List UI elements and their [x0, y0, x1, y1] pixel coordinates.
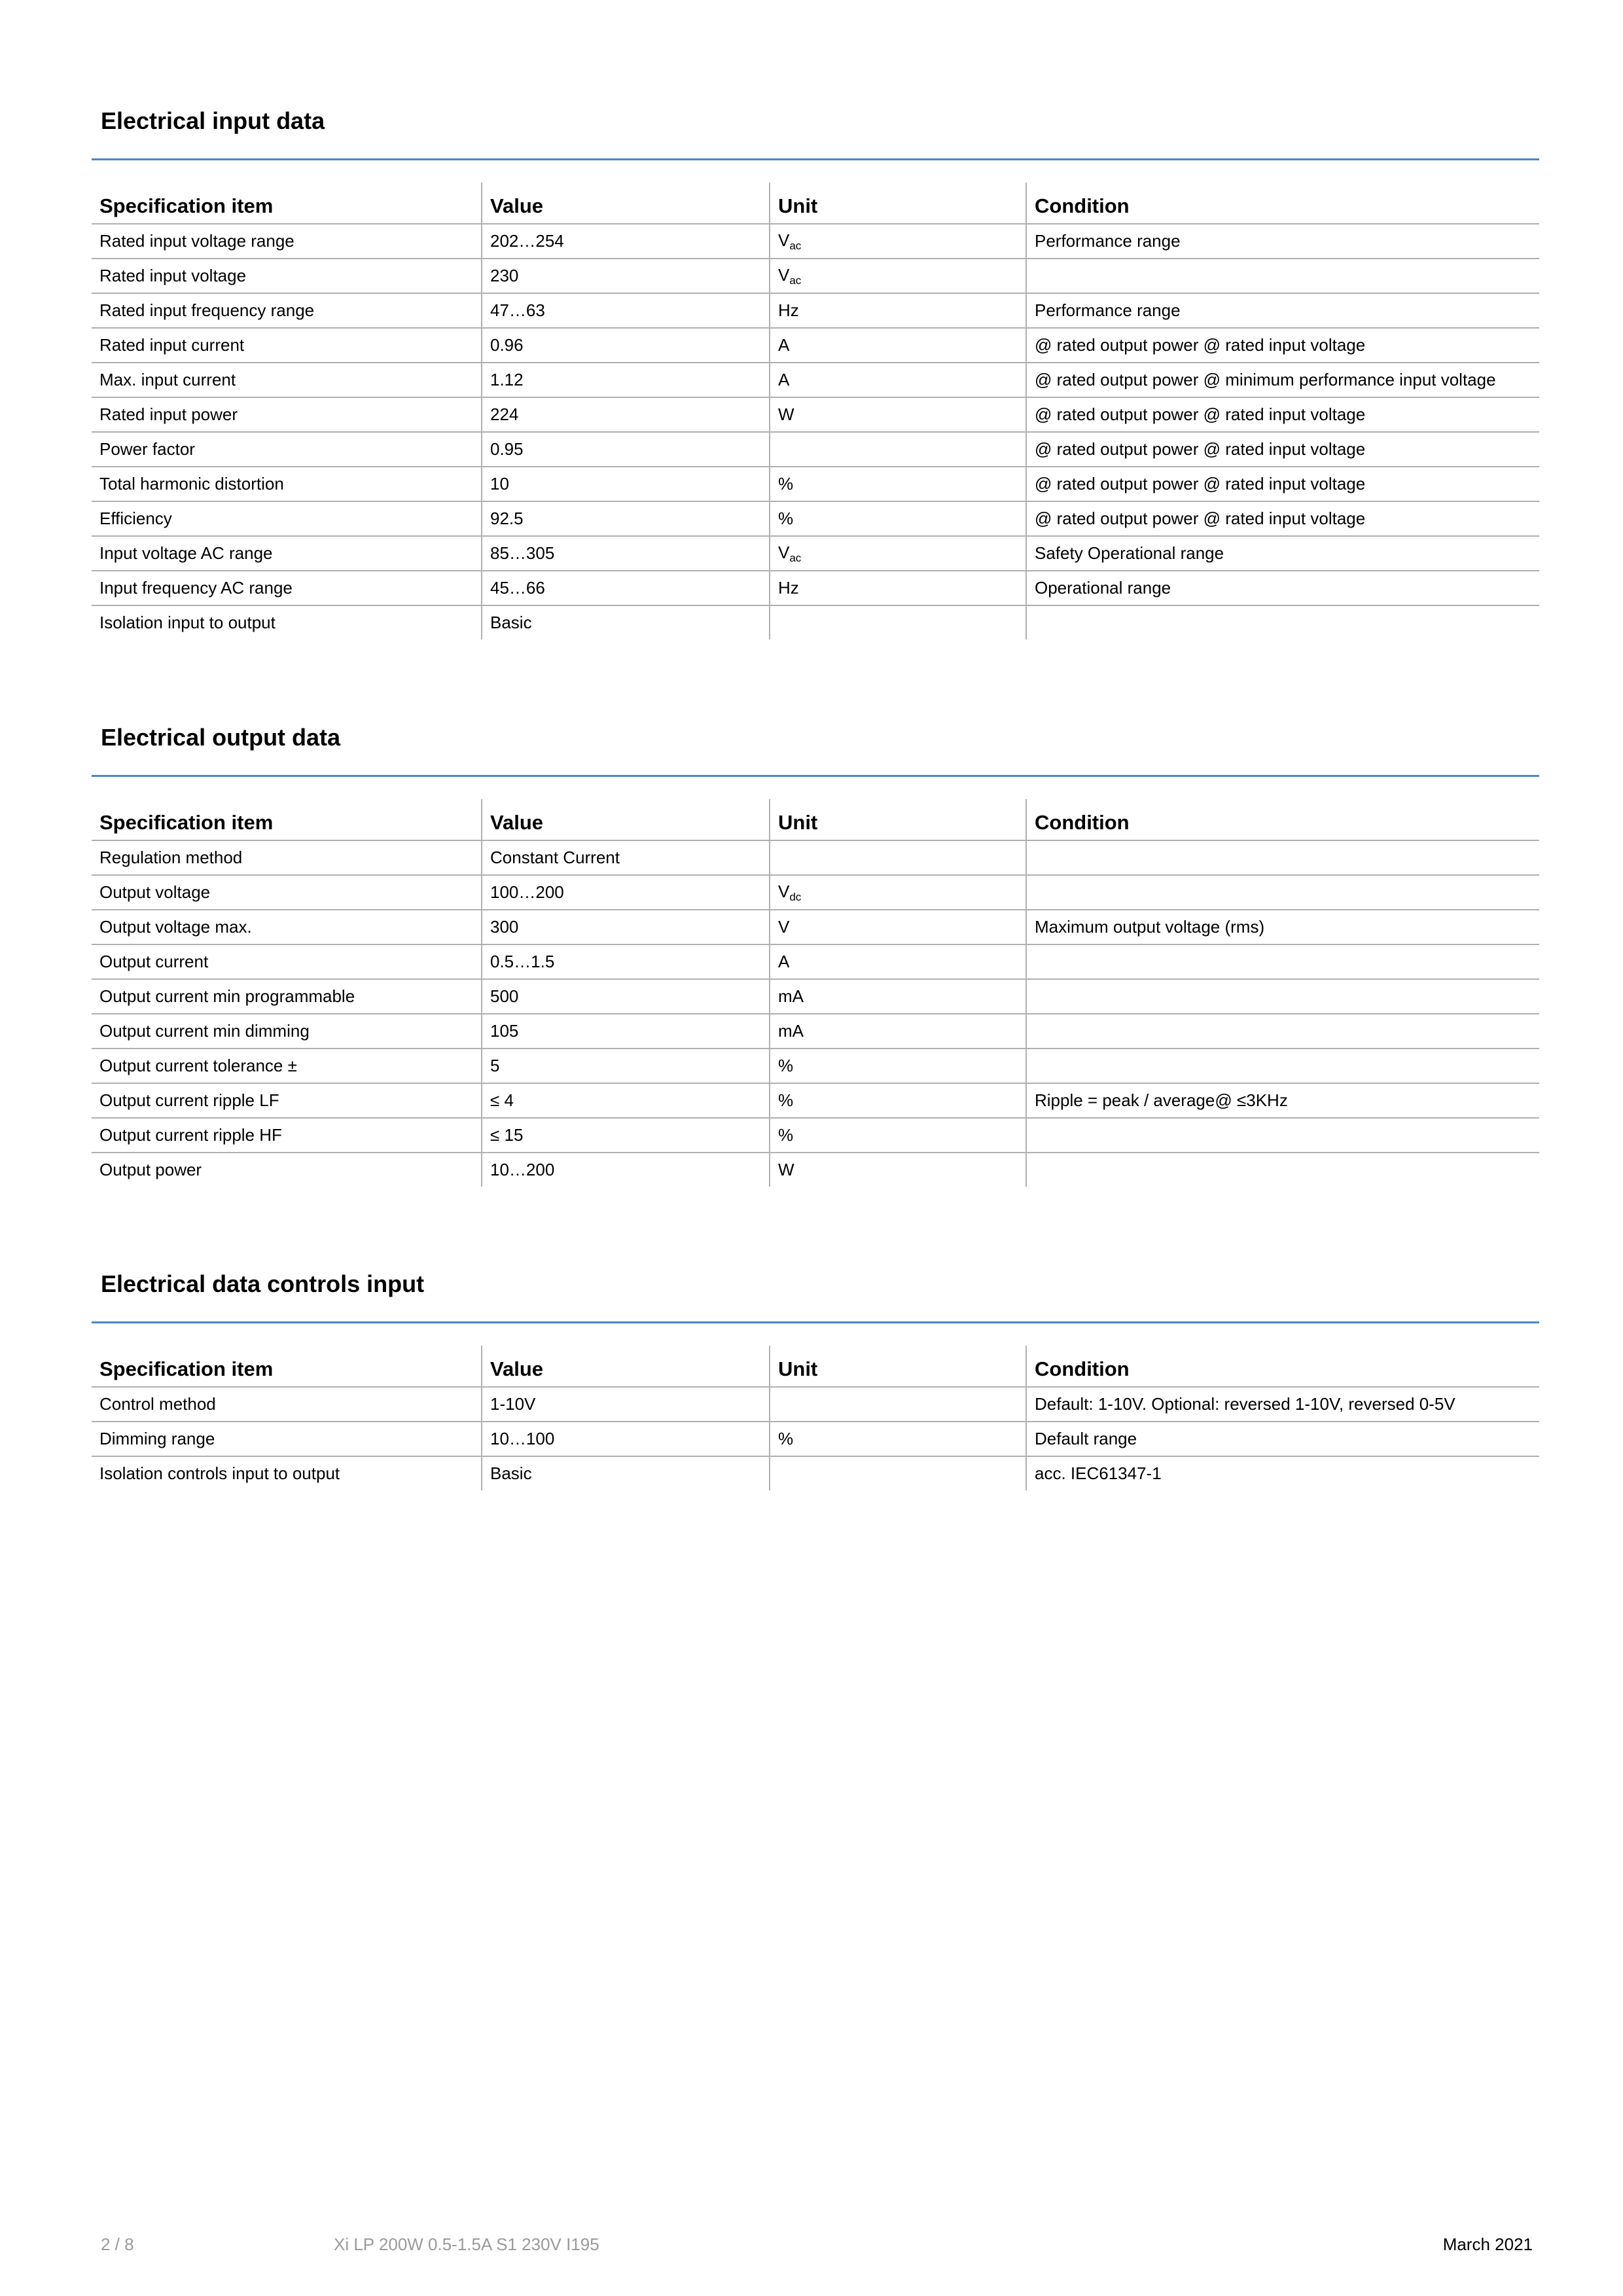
header-unit: Unit	[770, 799, 1026, 840]
title-divider	[92, 1321, 1539, 1323]
table-row	[92, 1014, 1539, 1049]
table-row	[92, 979, 1539, 1014]
table-row	[92, 259, 1539, 293]
cell-specification-item: Output voltage max.	[92, 910, 482, 944]
cell-condition: @ rated output power @ rated input voltage	[1026, 328, 1539, 363]
cell-value: 85…305	[482, 536, 770, 571]
unit-symbol: W	[778, 404, 794, 424]
cell-specification-item: Isolation input to output	[99, 613, 276, 632]
cell-condition	[1026, 944, 1539, 979]
cell-value: 45…66	[482, 571, 770, 605]
cell-value: 47…63	[482, 293, 770, 328]
cell-value: 202…254	[482, 224, 770, 259]
cell-specification-item: Input frequency AC range	[92, 571, 482, 605]
cell-specification-item: Output current ripple HF	[92, 1118, 482, 1153]
cell-condition: @ rated output power @ rated input voltage	[1026, 397, 1539, 432]
cell-unit	[770, 944, 1026, 979]
unit-symbol: %	[778, 1090, 794, 1110]
cell-value: ≤ 4	[482, 1083, 770, 1118]
cell-specification-item: Output current ripple LF	[92, 1083, 482, 1118]
table-row	[92, 363, 1539, 397]
section-electrical-output	[92, 723, 1539, 1187]
unit-symbol: V	[778, 917, 790, 937]
table-row	[92, 328, 1539, 363]
header-specification-item: Specification item	[92, 1346, 482, 1387]
cell-value: 224	[482, 397, 770, 432]
cell-specification-item: Efficiency	[92, 501, 482, 536]
unit-subscript: ac	[789, 239, 802, 252]
cell-condition	[1026, 605, 1539, 639]
cell-value: 1-10V	[482, 1387, 770, 1422]
title-divider	[92, 158, 1539, 160]
cell-specification-item: Output voltage	[92, 875, 482, 910]
unit-symbol: %	[778, 474, 794, 493]
table-row	[92, 840, 1539, 875]
cell-specification-item: Output power	[99, 1160, 202, 1179]
cell-condition	[1026, 979, 1539, 1014]
table-row	[92, 397, 1539, 432]
table-row	[92, 944, 1539, 979]
table-row	[92, 224, 1539, 259]
cell-unit	[770, 605, 1026, 639]
spec-table	[92, 183, 1539, 639]
header-value: Value	[482, 799, 770, 840]
unit-symbol: W	[778, 1160, 794, 1179]
table-row	[92, 910, 1539, 944]
unit-symbol: %	[778, 509, 794, 528]
cell-condition: acc. IEC61347-1	[1026, 1456, 1539, 1490]
cell-unit	[770, 1049, 1026, 1083]
cell-unit	[770, 328, 1026, 363]
cell-specification-item: Output current	[92, 944, 482, 979]
cell-value: ≤ 15	[482, 1118, 770, 1153]
cell-value: 10…100	[482, 1422, 770, 1456]
header-condition: Condition	[1026, 183, 1539, 224]
cell-condition: Operational range	[1026, 571, 1539, 605]
table-row	[92, 875, 1539, 910]
cell-condition	[1026, 875, 1539, 910]
cell-condition: @ rated output power @ minimum performance input voltage	[1026, 363, 1539, 397]
section-title: Electrical data controls input	[101, 1270, 425, 1297]
cell-specification-item: Total harmonic distortion	[92, 467, 482, 501]
cell-value: 1.12	[482, 363, 770, 397]
footer-product-name: Xi LP 200W 0.5-1.5A S1 230V I195	[334, 2234, 599, 2254]
header-specification-item: Specification item	[92, 799, 482, 840]
table-header-row	[92, 183, 1539, 224]
cell-unit	[770, 363, 1026, 397]
footer-date: March 2021	[1442, 2234, 1533, 2254]
cell-value: 500	[482, 979, 770, 1014]
cell-unit	[770, 293, 1026, 328]
cell-condition	[1026, 1014, 1539, 1049]
unit-symbol: V	[778, 881, 790, 901]
cell-specification-item: Rated input frequency range	[92, 293, 482, 328]
cell-condition: @ rated output power @ rated input voltage	[1026, 467, 1539, 501]
cell-specification-item: Output current min dimming	[92, 1014, 482, 1049]
cell-value: 0.95	[482, 432, 770, 467]
cell-specification-item: Rated input voltage range	[92, 224, 482, 259]
cell-specification-item: Dimming range	[92, 1422, 482, 1456]
cell-condition: Safety Operational range	[1026, 536, 1539, 571]
unit-symbol: %	[778, 1056, 794, 1075]
table-row	[92, 1083, 1539, 1118]
cell-condition: Default range	[1026, 1422, 1539, 1456]
table-row	[92, 605, 1539, 639]
unit-symbol: Hz	[778, 300, 799, 320]
cell-unit	[770, 875, 1026, 910]
cell-condition: Performance range	[1026, 293, 1539, 328]
cell-value: Basic	[482, 1456, 770, 1490]
unit-symbol: mA	[778, 1021, 804, 1041]
cell-unit	[770, 397, 1026, 432]
table-header-row	[92, 1346, 1539, 1387]
unit-symbol: A	[778, 952, 790, 971]
cell-unit	[770, 224, 1026, 259]
unit-subscript: dc	[789, 890, 802, 903]
unit-symbol: A	[778, 370, 790, 389]
section-electrical-controls-input	[92, 1269, 1539, 1490]
section-title: Electrical input data	[101, 107, 325, 134]
table-row	[92, 1456, 1539, 1490]
footer-page-number: 2 / 8	[101, 2234, 134, 2254]
cell-unit	[770, 1456, 1026, 1490]
table-row	[92, 1049, 1539, 1083]
cell-condition	[1026, 1153, 1539, 1187]
cell-unit	[770, 467, 1026, 501]
cell-value: 10	[482, 467, 770, 501]
cell-condition: Maximum output voltage (rms)	[1026, 910, 1539, 944]
section-title: Electrical output data	[101, 724, 341, 751]
unit-symbol: %	[778, 1125, 794, 1145]
cell-unit	[770, 1014, 1026, 1049]
cell-specification-item: Rated input power	[92, 397, 482, 432]
table-row	[92, 536, 1539, 571]
cell-unit	[770, 1118, 1026, 1153]
cell-value: 300	[482, 910, 770, 944]
table-row	[92, 1387, 1539, 1422]
cell-unit	[770, 259, 1026, 293]
unit-symbol: V	[778, 230, 790, 250]
spec-table	[92, 799, 1539, 1187]
table-row	[92, 1118, 1539, 1153]
cell-value: 105	[482, 1014, 770, 1049]
spec-table	[92, 1346, 1539, 1490]
cell-unit	[770, 1422, 1026, 1456]
table-row	[92, 293, 1539, 328]
cell-condition	[1026, 1049, 1539, 1083]
cell-condition: @ rated output power @ rated input voltage	[1026, 432, 1539, 467]
cell-specification-item: Output current min programmable	[92, 979, 482, 1014]
cell-unit	[770, 1387, 1026, 1422]
cell-condition: Ripple = peak / average@ ≤3KHz	[1026, 1083, 1539, 1118]
cell-unit	[770, 840, 1026, 875]
table-row	[92, 1422, 1539, 1456]
cell-condition	[1026, 1118, 1539, 1153]
cell-specification-item: Output current tolerance ±	[92, 1049, 482, 1083]
unit-subscript: ac	[789, 274, 802, 287]
cell-unit	[770, 910, 1026, 944]
header-unit: Unit	[770, 183, 1026, 224]
section-electrical-input	[92, 106, 1539, 639]
unit-subscript: ac	[789, 551, 802, 564]
table-row	[92, 1153, 1539, 1187]
header-unit: Unit	[770, 1346, 1026, 1387]
cell-specification-item: Max. input current	[92, 363, 482, 397]
table-row	[92, 432, 1539, 467]
cell-unit	[770, 979, 1026, 1014]
cell-condition: Default: 1-10V. Optional: reversed 1-10V, reversed 0-5V	[1026, 1387, 1539, 1422]
cell-unit	[770, 1153, 1026, 1187]
cell-condition: Performance range	[1026, 224, 1539, 259]
cell-value: 5	[482, 1049, 770, 1083]
cell-specification-item: Regulation method	[92, 840, 482, 875]
cell-unit	[770, 432, 1026, 467]
header-condition: Condition	[1026, 1346, 1539, 1387]
cell-condition	[1026, 840, 1539, 875]
cell-unit	[770, 571, 1026, 605]
unit-symbol: A	[778, 335, 790, 355]
unit-symbol: Hz	[778, 578, 799, 598]
cell-condition: @ rated output power @ rated input voltage	[1026, 501, 1539, 536]
cell-value: 0.5…1.5	[482, 944, 770, 979]
cell-value: Constant Current	[482, 840, 770, 875]
unit-symbol: V	[778, 542, 790, 562]
header-specification-item: Specification item	[92, 183, 482, 224]
cell-value: 230	[482, 259, 770, 293]
cell-value: Basic	[482, 605, 770, 639]
unit-symbol: V	[778, 264, 790, 285]
cell-value: 10…200	[482, 1153, 770, 1187]
cell-value: 100…200	[482, 875, 770, 910]
cell-condition	[1026, 259, 1539, 293]
table-row	[92, 571, 1539, 605]
unit-symbol: %	[778, 1429, 794, 1448]
cell-unit	[770, 536, 1026, 571]
cell-specification-item: Power factor	[92, 432, 482, 467]
unit-symbol: mA	[778, 986, 804, 1006]
header-condition: Condition	[1026, 799, 1539, 840]
table-row	[92, 467, 1539, 501]
cell-specification-item: Rated input current	[92, 328, 482, 363]
header-value: Value	[482, 1346, 770, 1387]
cell-value: 0.96	[482, 328, 770, 363]
cell-value: 92.5	[482, 501, 770, 536]
table-row	[92, 501, 1539, 536]
cell-specification-item: Input voltage AC range	[92, 536, 482, 571]
cell-specification-item: Isolation controls input to output	[99, 1463, 340, 1483]
header-value: Value	[482, 183, 770, 224]
table-header-row	[92, 799, 1539, 840]
title-divider	[92, 775, 1539, 777]
cell-specification-item: Rated input voltage	[92, 259, 482, 293]
cell-unit	[770, 1083, 1026, 1118]
cell-unit	[770, 501, 1026, 536]
cell-specification-item: Control method	[92, 1387, 482, 1422]
